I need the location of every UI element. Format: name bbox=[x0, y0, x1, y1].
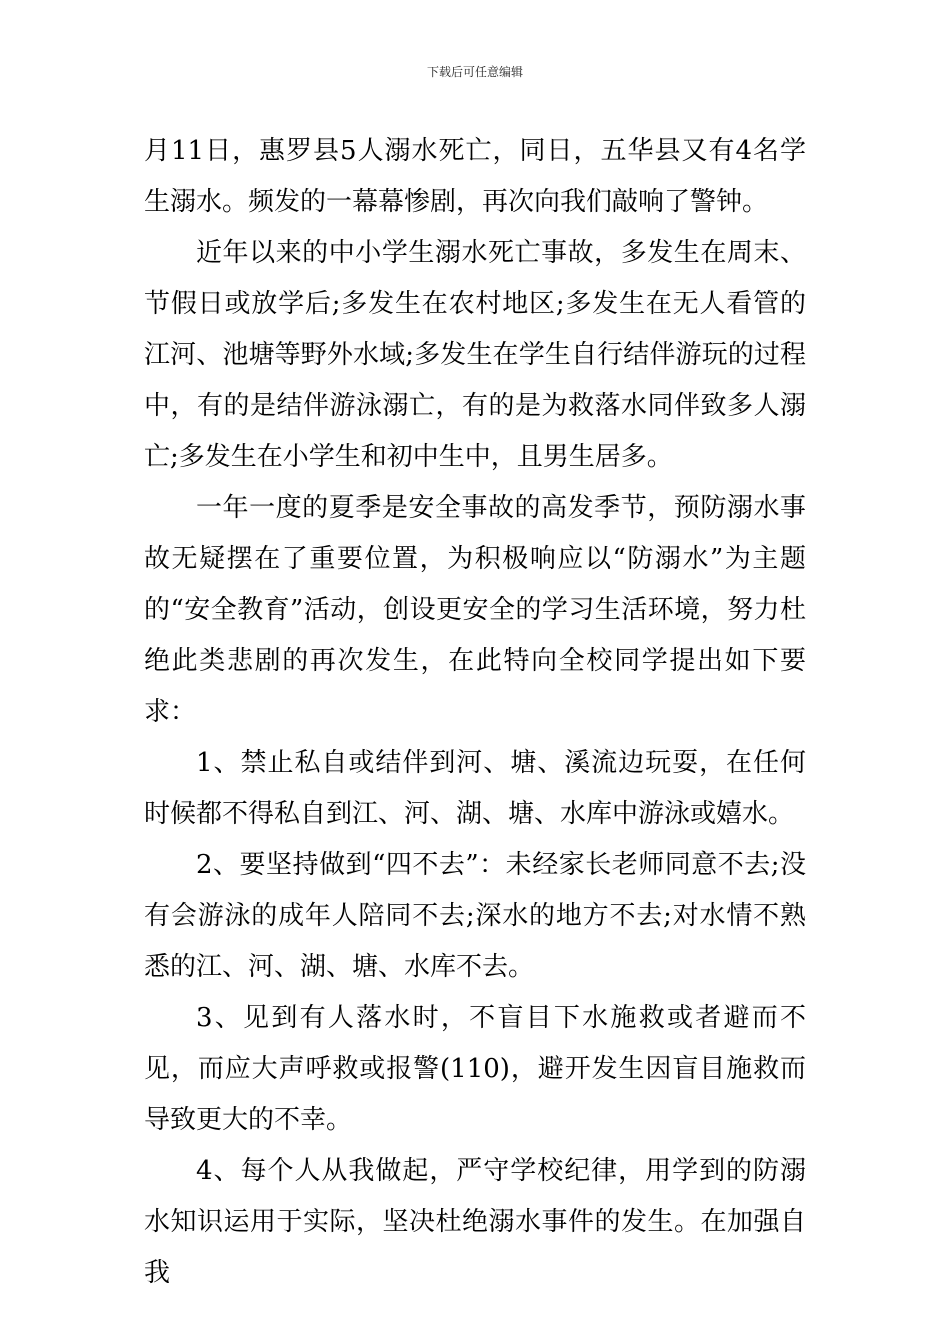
paragraph-item-2: 2、要坚持做到“四不去”：未经家长老师同意不去;没有会游泳的成年人陪同不去;深水的地方不去;对水情不熟悉的江、河、湖、塘、水库不去。 bbox=[144, 850, 806, 982]
paragraph-item-3: 3、见到有人落水时，不盲目下水施救或者避而不见，而应大声呼救或报警(110)，避开发生因盲目施救而导致更大的不幸。 bbox=[144, 1003, 806, 1135]
page-header-note: 下载后可任意编辑 bbox=[426, 65, 523, 79]
paragraph-2: 近年以来的中小学生溺水死亡事故，多发生在周末、节假日或放学后;多发生在农村地区;多发生在无人看管的江河、池塘等野外水域;多发生在学生自行结伴游玩的过程中，有的是结伴游泳溺亡，有的是为救落水同伴致多人溺亡;多发生在小学生和初中生中，且男生居多。 bbox=[144, 238, 806, 472]
paragraph-1: 月11日，惠罗县5人溺水死亡，同日，五华县又有4名学生溺水。频发的一幕幕惨剧，再次向我们敲响了警钟。 bbox=[144, 136, 806, 217]
paragraph-3: 一年一度的夏季是安全事故的高发季节，预防溺水事故无疑摆在了重要位置，为积极响应以“防溺水”为主题的“安全教育”活动，创设更安全的学习生活环境，努力杜绝此类悲剧的再次发生，在此特向全校同学提出如下要求： bbox=[144, 493, 806, 727]
document-body bbox=[144, 126, 806, 1299]
paragraph-item-4: 4、每个人从我做起，严守学校纪律，用学到的防溺水知识运用于实际，坚决杜绝溺水事件的发生。在加强自我 bbox=[144, 1156, 806, 1288]
paragraph-item-1: 1、禁止私自或结伴到河、塘、溪流边玩耍，在任何时候都不得私自到江、河、湖、塘、水库中游泳或嬉水。 bbox=[144, 748, 806, 829]
